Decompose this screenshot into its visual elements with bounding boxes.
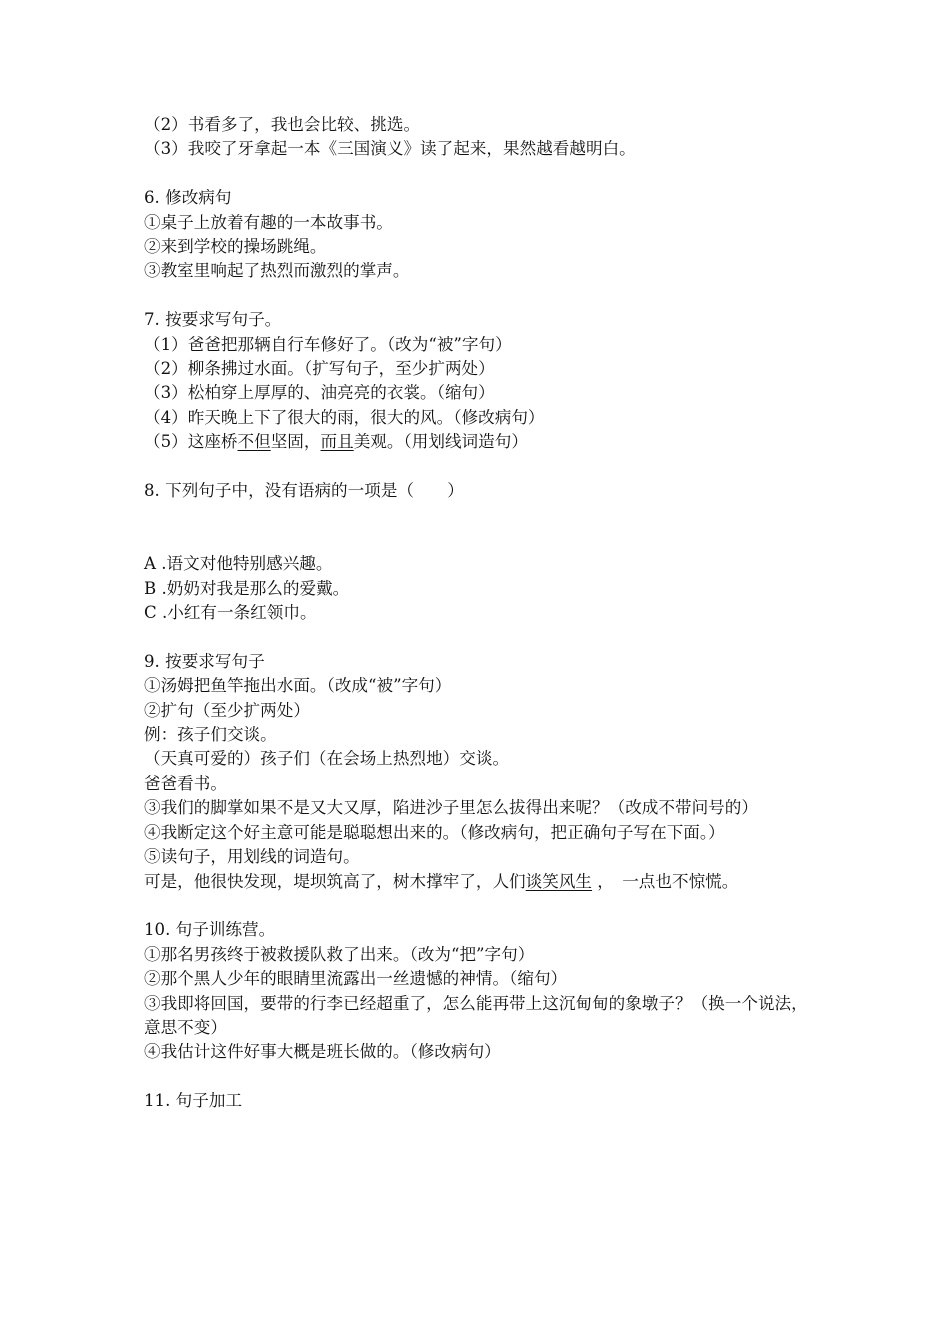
q11-title: 11. 句子加工: [144, 1091, 243, 1111]
q7-item-5-text: （5）这座桥: [144, 432, 238, 452]
q5-item-3: （3）我咬了牙拿起一本《三国演义》读了起来，果然越看越明白。: [144, 139, 636, 159]
q7-item-5-text: 坚固，: [270, 432, 321, 452]
spacer: [144, 894, 814, 918]
q9-sentence-text: ， 一点也不惊慌。: [592, 871, 739, 891]
q5-item-2: （2）书看多了，我也会比较、挑选。: [144, 115, 421, 134]
q9-item-4: ④我断定这个好主意可能是聪聪想出来的。（修改病句，把正确句子写在下面。）: [144, 822, 725, 842]
underlined-word: 谈笑风生: [525, 871, 593, 891]
q9-item-2: ②扩句（至少扩两处）: [144, 700, 310, 720]
q9-example-2: （天真可爱的）孩子们（在会场上热烈地）交谈。: [144, 749, 510, 769]
q10-item-2: ②那个黑人少年的眼睛里流露出一丝遗憾的神情。（缩句）: [144, 969, 568, 989]
q7-title: 7. 按要求写句子。: [144, 310, 282, 330]
q9-item-5: ⑤读句子，用划线的词造句。: [144, 847, 360, 867]
document-body: [144, 113, 814, 1114]
q9-item-5-sentence: [144, 870, 814, 894]
q8-title: 8. 下列句子中，没有语病的一项是（ ）: [144, 481, 464, 501]
spacer: [144, 284, 814, 308]
q6-item-2: ②来到学校的操场跳绳。: [144, 237, 327, 257]
q6-item-3: ③教室里响起了热烈而激烈的掌声。: [144, 261, 410, 281]
spacer: [144, 625, 814, 649]
q9-example-3: 爸爸看书。: [144, 773, 227, 793]
q6-title: 6. 修改病句: [144, 188, 232, 208]
q7-item-5-text: 美观。（用划线词造句）: [353, 432, 528, 452]
spacer: [144, 162, 814, 186]
q9-sentence-text: 可是，他很快发现，堤坝筑高了，树木撑牢了，人们: [144, 871, 526, 891]
q8-option-a: A .语文对他特别感兴趣。: [144, 554, 333, 574]
q10-item-3: ③我即将回国，要带的行李已经超重了，怎么能再带上这沉甸甸的象墩子？（换一个说法，意思不变）: [144, 993, 808, 1037]
q7-item-3: （3）松柏穿上厚厚的、油亮亮的衣裳。（缩句）: [144, 383, 495, 403]
q7-item-2: （2）柳条拂过水面。（扩写句子，至少扩两处）: [144, 359, 495, 379]
q7-item-5: [144, 430, 814, 454]
underlined-word: 不但: [237, 432, 271, 452]
q10-item-1: ①那名男孩终于被救援队救了出来。（改为“把”字句）: [144, 944, 535, 964]
spacer: [144, 1065, 814, 1089]
spacer: [144, 503, 814, 552]
q7-item-1: （1）爸爸把那辆自行车修好了。（改为“被”字句）: [144, 334, 512, 354]
q9-example-1: 例：孩子们交谈。: [144, 725, 277, 745]
q8-option-b: B .奶奶对我是那么的爱戴。: [144, 578, 350, 598]
q10-item-4: ④我估计这件好事大概是班长做的。（修改病句）: [144, 1042, 501, 1062]
spacer: [144, 455, 814, 479]
q6-item-1: ①桌子上放着有趣的一本故事书。: [144, 212, 393, 232]
q9-item-3: ③我们的脚掌如果不是又大又厚，陷进沙子里怎么拔得出来呢？（改成不带问号的）: [144, 798, 758, 818]
q8-option-c: C .小红有一条红领巾。: [144, 603, 317, 623]
underlined-word: 而且: [320, 432, 354, 452]
q7-item-4: （4）昨天晚上下了很大的雨，很大的风。（修改病句）: [144, 407, 545, 427]
q9-item-1: ①汤姆把鱼竿拖出水面。（改成“被”字句）: [144, 676, 452, 696]
q9-title: 9. 按要求写句子: [144, 651, 265, 671]
q10-title: 10. 句子训练营。: [144, 920, 276, 940]
